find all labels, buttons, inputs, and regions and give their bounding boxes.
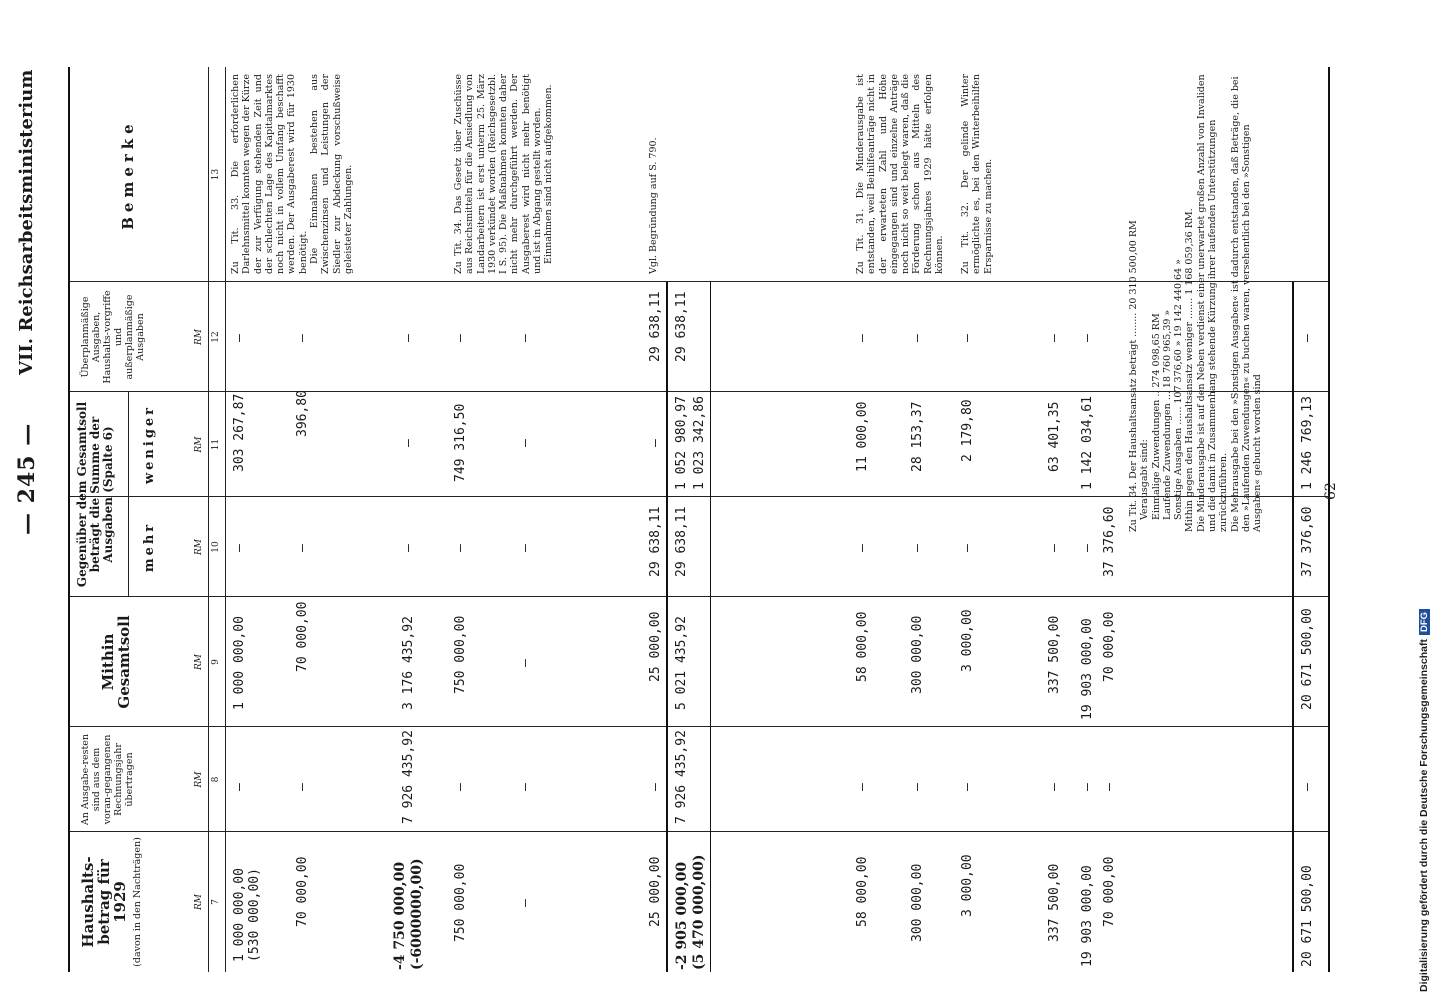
cell-c11: 2 179,80 [960,399,975,462]
cell-c12: — [1080,334,1095,342]
digitization-credit [1418,8,1432,992]
folio-number: 62 [1323,482,1339,500]
col-divider [70,831,1328,832]
cell-c8: — [910,783,925,791]
cell-c12: — [232,334,247,342]
cell-c9: 3 000,00 [960,609,975,672]
total-c11: 1 246 769,13 [1300,396,1315,490]
cell-c8: — [453,783,468,791]
subtotal-c12: 29 638,11 [674,291,689,362]
cell-c10: — [855,544,870,552]
cell-c8: — [1102,783,1117,791]
cell-c12: — [910,334,925,342]
cell-c8: — [295,783,310,791]
cell-c8: — [648,783,663,791]
header-col9: Mithin Gesamtsoll RM 9 [70,597,225,727]
remark-reference: Vgl. Begründung auf S. 790. [648,137,659,274]
cell-c11: 749 316,50 [453,403,468,482]
cell-c8: — [855,783,870,791]
table-header [70,67,226,972]
cell-c12: — [855,334,870,342]
cell-c9: — [518,659,533,667]
cell-c10: — [401,544,416,552]
cell-c7: 1 000 000,00 [232,868,247,962]
col-divider [70,596,1328,597]
cell-c12: — [1047,334,1062,342]
cell-c11: 28 153,37 [910,401,925,472]
cell-c10: — [960,544,975,552]
ledger-table [68,67,1330,972]
header-col10: mehr RM 10 [128,497,225,597]
cell-c9: 750 000,00 [453,615,468,694]
cell-c7: 70 000,00 [1102,856,1117,927]
cell-c7: 337 500,00 [1047,863,1062,942]
total-rule [1292,282,1294,972]
cell-c11: 1 142 034,61 [1080,396,1095,490]
header-col7: Haushalts-betrag für 1929 (davon in den Nachträgen) RM 7 [70,832,225,972]
cell-c9: 70 000,00 [1102,611,1117,682]
cell-c11: 303 267,87 [232,393,247,472]
cell-c9: 19 903 000,00 [1080,618,1095,720]
subtotal-c10: 29 638,11 [674,506,689,577]
cell-c7: — [518,899,533,907]
block-rule [710,282,711,972]
total-c9: 20 671 500,00 [1300,608,1315,710]
subtotal-c11-net: 1 023 342,86 [692,396,707,490]
cell-c10: — [1047,544,1062,552]
subtotal-c8: 7 926 435,92 [674,730,689,824]
remark-tit-33: Zu Tit. 33. Die erforderlichen Darlehnsmittel konnten wegen der Kürze der zur Verfügung stehenden Zeit und der schlechten Lage des Kapitalmarktes noch nicht in vollem Umfang beschafft werden. Der Ausgaberest wird für 1930 benötigt. Die Einnahmen bestehen aus Zwischenzinsen und Leistungen der Siedler zur Abdeckung vorschußweise geleisteter Zahlungen. [230,74,354,274]
cell-c7: 750 000,00 [453,863,468,942]
tit-34-ledger: Zu Tit. 34. Der Haushaltsansatz beträgt ........ 20 310 500,00 RM Verausgabt sind: Einmalige Zuwendungen .. 274 098,65 RM Laufende Zuwendungen ... 18 760 965,39 » Sonstige Ausgaben ...... 107 376,60 » 19 142 440,64 » Mithin gegen den Haushaltsansatz weniger ....... 1 168 059,36 RM. Die Minderausgabe ist auf den Neben verdienst einer unerwartet großen Anzahl von Invaliden und die damit in Zusammenhang stehende Kürzung ihrer laufenden Unterstützungen zurückzuführen. Die Mehrausgabe bei den »Sonstigen Ausgaben« ist dadurch entstanden, daß Beträge, die bei den »Laufenden Zuwendungen« zu buchen waren, versehentlich bei den »Sonstigen Ausgaben« gebucht worden sind [1128,74,1264,532]
cell-c12: — [453,334,468,342]
subtotal-rule [666,282,668,972]
cell-c8: 7 926 435,92 [401,730,416,824]
cell-c7: 25 000,00 [648,856,663,927]
total-c12: — [1300,334,1315,342]
subtotal-c11: 1 052 980,97 [674,396,689,490]
cell-c12: — [401,334,416,342]
remark-tit-34: Zu Tit. 34. Das Gesetz über Zuschüsse aus Reichsmitteln für die Ansiedlung von Landarbeitern ist erst unterm 25. März 1930 verkündet worden (Reichsgesetzbl. I S. 95). Die Maßnahmen konnten daher nicht mehr durchgeführt werden. Der Ausgaberest wird nicht mehr benötigt und ist in Abgang gestellt worden. Einnahmen sind nicht aufgekommen. [453,74,555,274]
remark-tit-31: Zu Tit. 31. Die Minderausgabe ist entstanden, weil Beihilfeanträge nicht in der erwarteten Zahl und Höhe eingegangen sind und einzelne Anträge noch nicht so weit belegt waren, daß die Förderung schon aus Mitteln des Rechnungsjahres 1929 hätte erfolgen können. [855,74,946,274]
total-c8: — [1300,783,1315,791]
cell-c7: 300 000,00 [910,863,925,942]
header-col12: Überplanmäßige Ausgaben, Haushalts-vorgriffe und außerplanmäßige Ausgaben RM 12 [70,282,225,392]
cell-c10: — [1080,544,1095,552]
cell-c9: 70 000,00 [295,601,310,672]
cell-c9: 25 000,00 [648,611,663,682]
header-col13: Bemerke 13 [70,67,225,282]
header-col10-11-group: Gegenüber dem Gesamtsoll beträgt die Summe der Ausgaben (Spalte 6) [75,401,115,588]
cell-c10: — [232,544,247,552]
cell-c11: — [518,439,533,447]
cell-c9: 300 000,00 [910,615,925,694]
cell-c8: — [518,783,533,791]
cell-c10: — [518,544,533,552]
cell-c8: — [1080,783,1095,791]
cell-c10: 37 376,60 [1102,506,1117,577]
cell-c8: — [960,783,975,791]
cell-c10: — [295,544,310,552]
subtotal-c7: -2 905 000,00 [674,861,690,970]
cell-c9: 1 000 000,00 [232,616,247,710]
cell-c11: 396,80 [295,390,310,437]
cell-c11: 11 000,00 [855,401,870,472]
subtotal-c7-nachtrag: (5 470 000,00) [691,854,707,970]
cell-c7: 19 903 000,00 [1080,865,1095,967]
cell-c12: 29 638,11 [648,291,663,362]
remark-tit-32: Zu Tit. 32. Der gelinde Winter ermöglichte es, bei den Winterbeihilfen Ersparnisse zu machen. [960,74,994,274]
col-divider [70,726,1328,727]
page-number: — 245 — [14,422,40,535]
total-c7: 20 671 500,00 [1300,865,1315,967]
cell-c7: 3 000,00 [960,854,975,917]
cell-c7: 58 000,00 [855,856,870,927]
cell-c7-bold: -4 750 000,00 [392,861,408,970]
cell-c12: — [518,334,533,342]
header-col11: weniger RM 11 [128,392,225,497]
cell-c12: — [960,334,975,342]
cell-c7-nachtrag: (530 000,00) [247,868,262,962]
subtotal-c9: 5 021 435,92 [674,616,689,710]
header-col8: An Ausgabe-resten sind aus dem voran-gegangenen Rechnungsjahr übertragen RM 8 [70,727,225,832]
credit-text: Digitalisierung gefördert durch die Deutsche Forschungsgemeinschaft [1418,639,1430,992]
cell-c8: — [1047,783,1062,791]
cell-c10: — [453,544,468,552]
cell-c11: 63 401,35 [1047,401,1062,472]
cell-c11: — [648,439,663,447]
cell-c10: 29 638,11 [648,506,663,577]
cell-c11: — [401,439,416,447]
cell-c7-nachtrag-bold: (-6000000,00) [409,858,425,970]
cell-c7: 70 000,00 [295,856,310,927]
cell-c9: 337 500,00 [1047,615,1062,694]
cell-c9: 58 000,00 [855,611,870,682]
cell-c10: — [910,544,925,552]
cell-c8: — [232,783,247,791]
dfg-logo: DFG [1419,609,1430,635]
cell-c9: 3 176 435,92 [401,616,416,710]
cell-c12: — [295,334,310,342]
total-c10: 37 376,60 [1300,506,1315,577]
section-title: VII. Reichsarbeitsministerium [16,69,37,375]
